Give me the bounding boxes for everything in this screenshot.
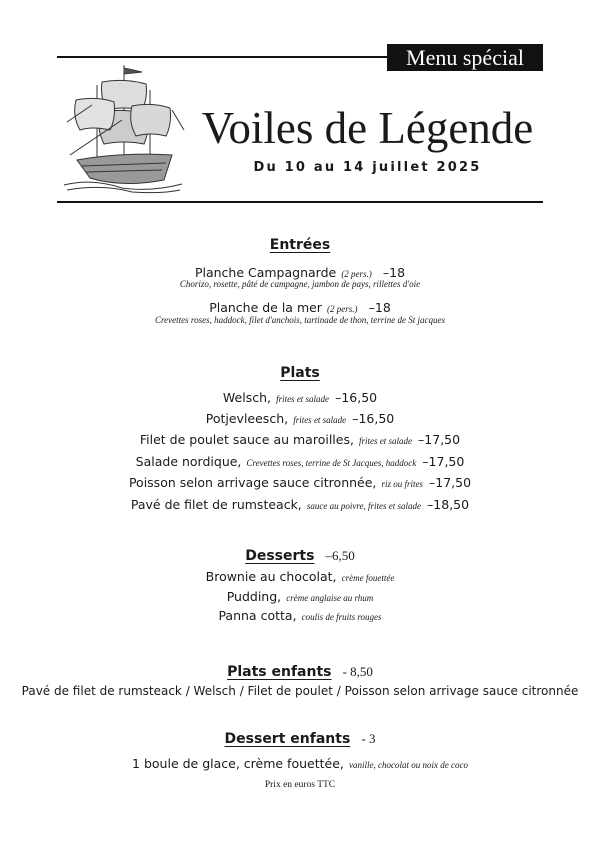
- item-name: Panna cotta,: [218, 608, 297, 623]
- menu-item: [0, 566, 600, 585]
- event-dates: Du 10 au 14 juillet 2025: [253, 160, 482, 175]
- item-name: Salade nordique,: [135, 454, 242, 469]
- menu-item: [0, 472, 600, 491]
- item-price: –18: [368, 300, 391, 315]
- item-price: –16,50: [352, 411, 395, 426]
- item-note: (2 pers.): [327, 304, 358, 314]
- item-note: crème anglaise au rhum: [286, 593, 374, 603]
- menu-item: [0, 429, 600, 448]
- item-note: frites et salade: [359, 436, 413, 446]
- item-name: 1 boule de glace, crème fouettée,: [132, 756, 344, 771]
- menu-item: [0, 753, 600, 772]
- plats-heading: Plats: [280, 365, 320, 381]
- item-price: –16,50: [335, 390, 378, 405]
- item-name: Poisson selon arrivage sauce citronnée,: [128, 475, 377, 490]
- item-note: riz ou frites: [381, 479, 423, 489]
- event-title: Voiles de Légende: [201, 103, 534, 153]
- item-price: –17,50: [422, 454, 465, 469]
- item-note: frites et salade: [293, 415, 347, 425]
- plats-enfants-list: Pavé de filet de rumsteack / Welsch / Filet de poulet / Poisson selon arrivage sauce citronnée: [21, 684, 579, 698]
- menu-special-badge: Menu spécial: [387, 44, 543, 71]
- item-note: crème fouettée: [341, 573, 395, 583]
- desserts-price: –6,50: [325, 548, 355, 563]
- menu-item: [0, 387, 600, 406]
- menu-item: [0, 297, 600, 316]
- dessert-enfants-price: - 3: [361, 731, 376, 746]
- menu-item: [0, 586, 600, 605]
- plats-enfants-heading: Plats enfants: [227, 664, 332, 680]
- item-price: –17,50: [418, 432, 461, 447]
- item-price: –18,50: [427, 497, 470, 512]
- menu-item: [0, 451, 600, 470]
- item-name: Planche de la mer: [209, 300, 322, 315]
- dessert-enfants-heading: Dessert enfants: [224, 731, 351, 747]
- item-name: Planche Campagnarde: [194, 265, 337, 280]
- item-note: vanille, chocolat ou noix de coco: [348, 760, 468, 770]
- item-note: sauce au poivre, frites et salade: [306, 501, 422, 511]
- item-description: Crevettes roses, haddock, filet d'anchois, tartinade de thon, terrine de St jacques: [155, 315, 445, 325]
- item-name: Potjevleesch,: [205, 411, 289, 426]
- menu-item: [0, 408, 600, 427]
- item-price: –18: [382, 265, 406, 280]
- item-note: frites et salade: [276, 394, 330, 404]
- item-note: (2 pers.): [341, 269, 372, 279]
- item-note: coulis de fruits rouges: [301, 612, 382, 622]
- footer-note: Prix en euros TTC: [264, 780, 336, 790]
- item-name: Filet de poulet sauce au maroilles,: [139, 432, 354, 447]
- entrees-heading: Entrées: [269, 237, 331, 253]
- desserts-heading: Desserts: [245, 548, 315, 564]
- item-note: Crevettes roses, terrine de St Jacques, haddock: [246, 458, 417, 468]
- dessert-enfants-header: [0, 728, 600, 747]
- header-bottom-rule: [57, 201, 543, 203]
- ship-illustration: [62, 60, 187, 195]
- plats-enfants-price: - 8,50: [342, 664, 373, 679]
- menu-item: [0, 494, 600, 513]
- desserts-header: [0, 545, 600, 564]
- item-price: –17,50: [429, 475, 472, 490]
- item-name: Pudding,: [226, 589, 282, 604]
- plats-enfants-header: [0, 661, 600, 680]
- item-name: Pavé de filet de rumsteack,: [130, 497, 302, 512]
- menu-item: [0, 605, 600, 624]
- item-name: Welsch,: [222, 390, 271, 405]
- item-name: Brownie au chocolat,: [205, 569, 337, 584]
- top-rule: [57, 56, 390, 58]
- item-description: Chorizo, rosette, pâté de campagne, jambon de pays, rillettes d'oie: [179, 279, 421, 289]
